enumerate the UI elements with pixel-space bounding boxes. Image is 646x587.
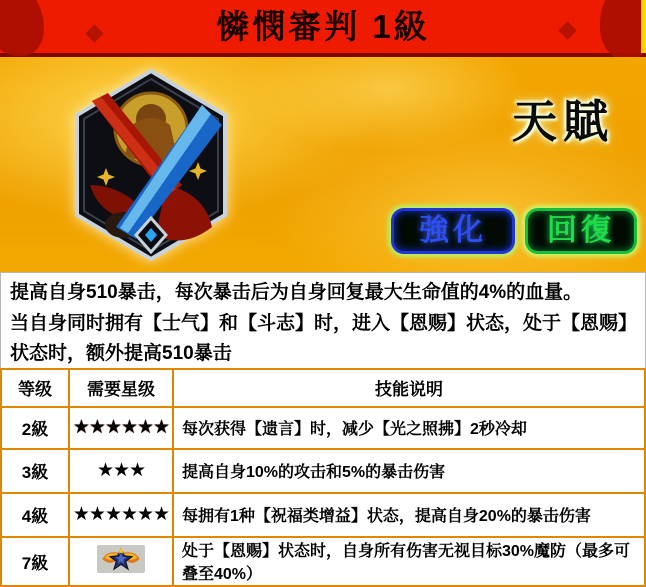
skill-effect-cell: 处于【恩赐】状态时，自身所有伤害无视目标30%魔防（最多可叠至40%）	[173, 537, 645, 586]
skill-effect-cell: 提高自身10%的攻击和5%的暴击伤害	[173, 449, 645, 493]
skill-effect-cell: 每拥有1种【祝福类增益】状态，提高自身20%的暴击伤害	[173, 493, 645, 537]
title-banner	[0, 0, 646, 57]
skill-effect-cell: 每次获得【遗言】时，减少【光之照拂】2秒冷却	[173, 407, 645, 449]
table-row	[1, 493, 645, 537]
recover-button[interactable]: 回復	[525, 208, 637, 254]
level-cell: 2級	[1, 407, 69, 449]
star-rating: ★★★★★★	[69, 407, 173, 449]
table-row	[1, 537, 645, 586]
crossed-swords-hex-badge-icon	[70, 67, 232, 263]
table-header-row	[1, 369, 645, 407]
level-cell: 3級	[1, 449, 69, 493]
table-row	[1, 407, 645, 449]
rank-badge-cell	[69, 537, 173, 586]
strengthen-button[interactable]: 強化	[391, 208, 515, 254]
talent-panel	[0, 57, 646, 272]
level-cell: 4級	[1, 493, 69, 537]
header-level: 等级	[1, 369, 69, 407]
skill-description-line1: 提高自身510暴击，每次暴击后为自身回复最大生命值的4%的血量。	[10, 282, 583, 303]
skill-description-line2: 当自身同时拥有【士气】和【斗志】时，进入【恩赐】状态，处于【恩赐】状态时，额外提高510暴击	[10, 312, 628, 364]
winged-star-badge-icon	[97, 545, 145, 573]
header-required-stars: 需要星级	[69, 369, 173, 407]
table-row	[1, 449, 645, 493]
level-cell: 7級	[1, 537, 69, 586]
star-rating: ★★★★★★	[69, 493, 173, 537]
star-rating: ★★★	[69, 449, 173, 493]
header-skill-description: 技能说明	[173, 369, 645, 407]
skill-description	[0, 272, 646, 368]
skill-level-table	[0, 368, 646, 587]
talent-type-label: 天賦	[511, 96, 614, 147]
skill-title: 憐憫審判 1級	[216, 8, 430, 45]
